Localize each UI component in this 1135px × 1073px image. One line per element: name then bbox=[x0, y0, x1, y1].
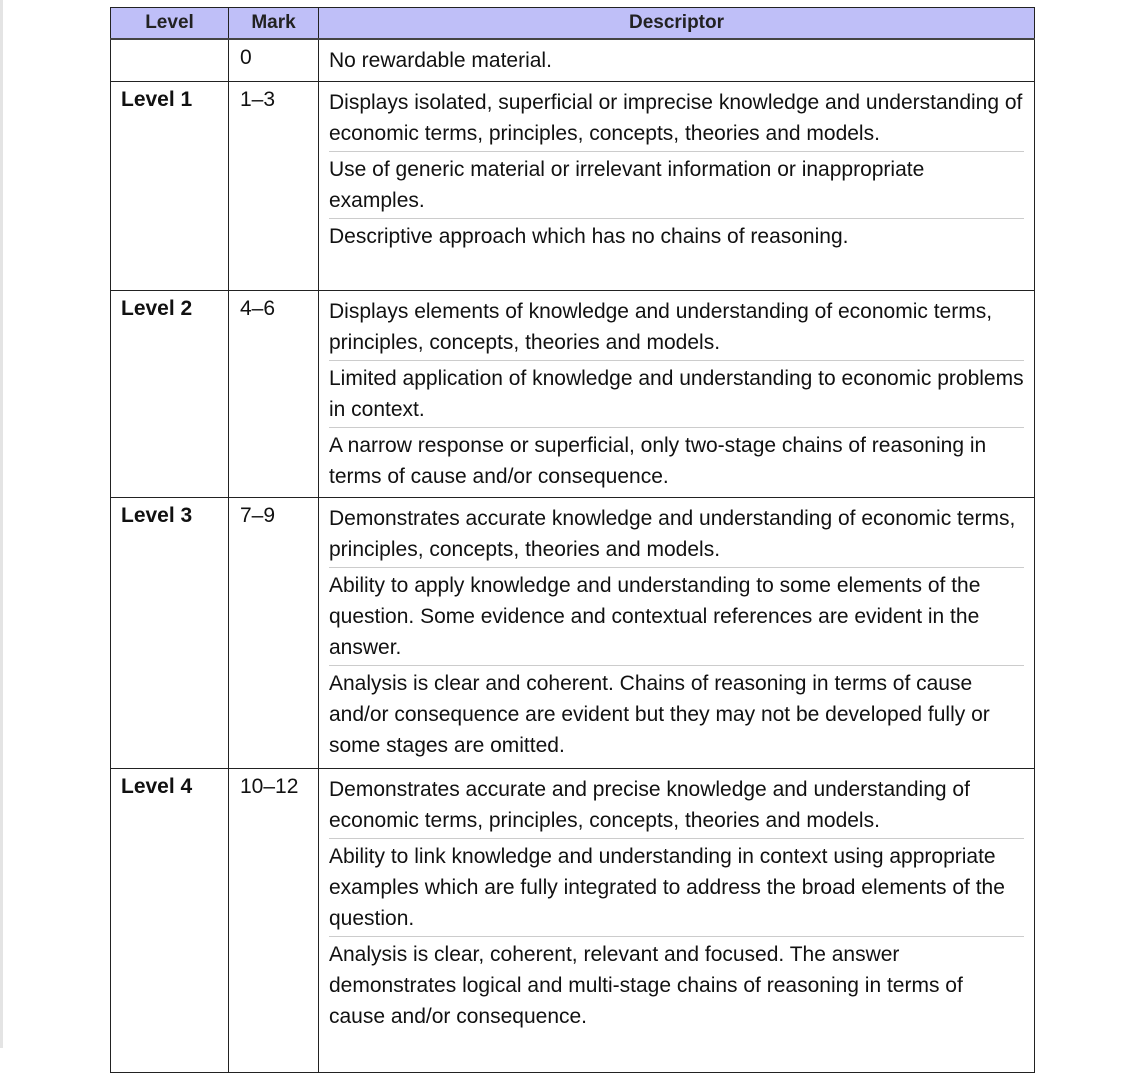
descriptor-cell bbox=[319, 498, 1035, 769]
mark-cell: 1–3 bbox=[229, 82, 319, 291]
descriptor-text: Ability to apply knowledge and understanding to some elements of the question. Some evidence and contextual references are evident in the answer. bbox=[329, 570, 1024, 666]
level-cell bbox=[111, 39, 229, 82]
mark-cell: 4–6 bbox=[229, 291, 319, 498]
header-row bbox=[111, 8, 1035, 40]
levels-mark-scheme-table bbox=[110, 7, 1035, 1073]
descriptor-cell bbox=[319, 769, 1035, 1073]
table-row bbox=[111, 39, 1035, 82]
mark-cell: 7–9 bbox=[229, 498, 319, 769]
descriptor-text: Demonstrates accurate knowledge and understanding of economic terms, principles, concepts, theories and models. bbox=[329, 503, 1024, 568]
descriptor-text: Demonstrates accurate and precise knowledge and understanding of economic terms, principles, concepts, theories and models. bbox=[329, 774, 1024, 839]
level-cell: Level 4 bbox=[111, 769, 229, 1073]
descriptor-text: Ability to link knowledge and understanding in context using appropriate examples which are fully integrated to address the broad elements of the question. bbox=[329, 841, 1024, 937]
descriptor-cell bbox=[319, 291, 1035, 498]
descriptor-text: Use of generic material or irrelevant information or inappropriate examples. bbox=[329, 154, 1024, 219]
descriptor-cell bbox=[319, 82, 1035, 291]
descriptor-text: Displays isolated, superficial or imprecise knowledge and understanding of economic terms, principles, concepts, theories and models. bbox=[329, 87, 1024, 152]
header-descriptor: Descriptor bbox=[319, 8, 1035, 40]
table-row bbox=[111, 291, 1035, 498]
table-row bbox=[111, 498, 1035, 769]
mark-cell: 10–12 bbox=[229, 769, 319, 1073]
header-level: Level bbox=[111, 8, 229, 40]
descriptor-text: Analysis is clear, coherent, relevant and focused. The answer demonstrates logical and multi-stage chains of reasoning in terms of cause and/or consequence. bbox=[329, 943, 963, 1028]
descriptor-text: No rewardable material. bbox=[329, 49, 552, 72]
descriptor-text: Descriptive approach which has no chains of reasoning. bbox=[329, 225, 849, 248]
table-row bbox=[111, 769, 1035, 1073]
level-cell: Level 2 bbox=[111, 291, 229, 498]
descriptor-cell bbox=[319, 39, 1035, 82]
descriptor-text: Analysis is clear and coherent. Chains of reasoning in terms of cause and/or consequence are evident but they may not be developed fully or some stages are omitted. bbox=[329, 672, 990, 757]
level-cell: Level 1 bbox=[111, 82, 229, 291]
descriptor-text: Displays elements of knowledge and understanding of economic terms, principles, concepts, theories and models. bbox=[329, 296, 1024, 361]
page-edge bbox=[0, 0, 3, 1048]
header-mark: Mark bbox=[229, 8, 319, 40]
level-cell: Level 3 bbox=[111, 498, 229, 769]
descriptor-text: A narrow response or superficial, only two-stage chains of reasoning in terms of cause and/or consequence. bbox=[329, 434, 987, 488]
descriptor-text: Limited application of knowledge and understanding to economic problems in context. bbox=[329, 363, 1024, 428]
table-row bbox=[111, 82, 1035, 291]
mark-cell: 0 bbox=[229, 39, 319, 82]
